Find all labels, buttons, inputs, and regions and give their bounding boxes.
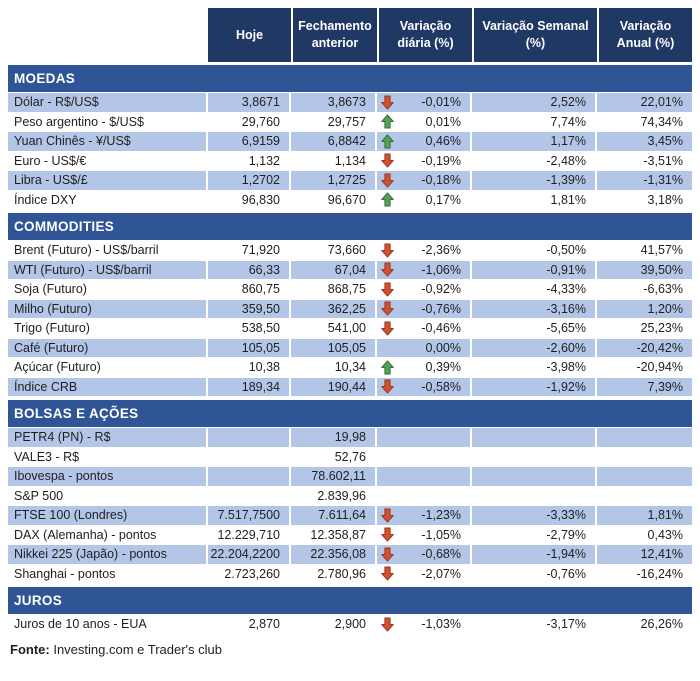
daily-change-value: -0,46% [421, 321, 461, 336]
red-down-arrow-icon [380, 546, 395, 562]
table-row [8, 467, 692, 487]
table-row [8, 565, 692, 585]
table-row [8, 339, 692, 359]
cell-variacao-semanal: -2,48% [472, 152, 597, 172]
cell-variacao-semanal: 2,52% [472, 93, 597, 113]
cell-hoje: 359,50 [208, 300, 291, 320]
cell-hoje [208, 448, 291, 468]
green-up-arrow-icon [380, 192, 395, 208]
table-row [8, 506, 692, 526]
red-down-arrow-icon [380, 172, 395, 188]
daily-change-value: -0,76% [421, 301, 461, 316]
section-title: JUROS [14, 593, 63, 608]
cell-variacao-diaria [377, 526, 472, 546]
cell-variacao-anual: -1,31% [597, 171, 692, 191]
cell-variacao-anual: 12,41% [597, 545, 692, 565]
row-label: Índice CRB [8, 378, 208, 398]
row-label: Ibovespa - pontos [8, 467, 208, 487]
cell-variacao-semanal: -1,94% [472, 545, 597, 565]
table-row [8, 171, 692, 191]
daily-change-value: -0,58% [421, 379, 461, 394]
red-down-arrow-icon [380, 566, 395, 582]
cell-hoje: 71,920 [208, 241, 291, 261]
header-corner-cell [8, 8, 208, 62]
no-change-placeholder [380, 468, 395, 484]
cell-hoje: 22.204,2200 [208, 545, 291, 565]
daily-change-value: -1,05% [421, 527, 461, 542]
cell-fechamento-anterior: 12.358,87 [291, 526, 377, 546]
row-label: Dólar - R$/US$ [8, 93, 208, 113]
cell-fechamento-anterior: 1,2725 [291, 171, 377, 191]
cell-hoje: 96,830 [208, 191, 291, 211]
row-label: S&P 500 [8, 487, 208, 507]
cell-variacao-anual: 0,43% [597, 526, 692, 546]
cell-hoje [208, 487, 291, 507]
cell-variacao-semanal: -1,39% [472, 171, 597, 191]
cell-fechamento-anterior: 2.780,96 [291, 565, 377, 585]
cell-variacao-semanal: -3,17% [472, 615, 597, 635]
daily-change-value: -1,23% [421, 508, 461, 523]
cell-variacao-anual: 3,18% [597, 191, 692, 211]
cell-variacao-diaria [377, 545, 472, 565]
cell-variacao-diaria [377, 93, 472, 113]
red-down-arrow-icon [380, 616, 395, 632]
cell-hoje: 6,9159 [208, 132, 291, 152]
cell-fechamento-anterior: 541,00 [291, 319, 377, 339]
row-label: Brent (Futuro) - US$/barril [8, 241, 208, 261]
cell-hoje: 860,75 [208, 280, 291, 300]
red-down-arrow-icon [380, 320, 395, 336]
table-row [8, 615, 692, 635]
cell-fechamento-anterior: 10,34 [291, 358, 377, 378]
row-label: FTSE 100 (Londres) [8, 506, 208, 526]
cell-fechamento-anterior: 29,757 [291, 113, 377, 133]
cell-variacao-semanal: -4,33% [472, 280, 597, 300]
cell-variacao-semanal [472, 487, 597, 507]
row-label: Milho (Futuro) [8, 300, 208, 320]
cell-variacao-diaria [377, 506, 472, 526]
cell-variacao-anual [597, 428, 692, 448]
red-down-arrow-icon [380, 527, 395, 543]
cell-variacao-anual: -3,51% [597, 152, 692, 172]
cell-variacao-anual: 22,01% [597, 93, 692, 113]
cell-variacao-diaria [377, 378, 472, 398]
cell-variacao-semanal: -5,65% [472, 319, 597, 339]
red-down-arrow-icon [380, 242, 395, 258]
cell-variacao-anual [597, 467, 692, 487]
daily-change-value: 0,46% [425, 134, 461, 149]
row-label: Trigo (Futuro) [8, 319, 208, 339]
cell-variacao-semanal [472, 428, 597, 448]
cell-variacao-anual: 1,81% [597, 506, 692, 526]
cell-fechamento-anterior: 19,98 [291, 428, 377, 448]
cell-variacao-semanal: -1,92% [472, 378, 597, 398]
cell-hoje: 29,760 [208, 113, 291, 133]
column-header-variacao-semanal: Variação Semanal (%) [472, 8, 597, 62]
daily-change-value: 0,17% [425, 192, 461, 207]
table-row [8, 191, 692, 211]
column-header-fechamento: Fechamento anterior [291, 8, 377, 62]
daily-change-value: -0,68% [421, 547, 461, 562]
daily-change-value: -1,03% [421, 617, 461, 632]
table-row [8, 448, 692, 468]
cell-fechamento-anterior: 1,134 [291, 152, 377, 172]
cell-variacao-semanal: -0,76% [472, 565, 597, 585]
cell-hoje: 7.517,7500 [208, 506, 291, 526]
cell-variacao-semanal [472, 467, 597, 487]
source-note [8, 642, 692, 657]
cell-variacao-diaria [377, 487, 472, 507]
cell-hoje [208, 467, 291, 487]
cell-fechamento-anterior: 6,8842 [291, 132, 377, 152]
cell-variacao-anual: -20,94% [597, 358, 692, 378]
daily-change-value: 0,00% [425, 340, 461, 355]
cell-variacao-diaria [377, 358, 472, 378]
section-title: MOEDAS [14, 71, 76, 86]
section-title: COMMODITIES [14, 219, 115, 234]
daily-change-value: -1,06% [421, 262, 461, 277]
cell-fechamento-anterior: 67,04 [291, 261, 377, 281]
daily-change-value: 0,01% [425, 114, 461, 129]
table-row [8, 545, 692, 565]
section-header-bolsas-e-acoes [8, 400, 692, 427]
cell-variacao-diaria [377, 241, 472, 261]
cell-variacao-anual [597, 448, 692, 468]
cell-fechamento-anterior: 22.356,08 [291, 545, 377, 565]
cell-variacao-semanal: 1,17% [472, 132, 597, 152]
table-row [8, 378, 692, 398]
section-header-commodities [8, 213, 692, 240]
cell-hoje: 105,05 [208, 339, 291, 359]
cell-variacao-diaria [377, 152, 472, 172]
green-up-arrow-icon [380, 114, 395, 130]
cell-variacao-diaria [377, 113, 472, 133]
row-label: WTI (Futuro) - US$/barril [8, 261, 208, 281]
column-header-hoje: Hoje [208, 8, 291, 62]
cell-variacao-semanal: -3,16% [472, 300, 597, 320]
source-label: Fonte: [10, 641, 50, 657]
cell-hoje: 2,870 [208, 615, 291, 635]
cell-variacao-semanal: -0,91% [472, 261, 597, 281]
cell-fechamento-anterior: 105,05 [291, 339, 377, 359]
table-body [8, 65, 692, 635]
section-header-juros [8, 587, 692, 614]
row-label: PETR4 (PN) - R$ [8, 428, 208, 448]
cell-fechamento-anterior: 190,44 [291, 378, 377, 398]
daily-change-value: -0,19% [421, 153, 461, 168]
no-change-placeholder [380, 488, 395, 504]
row-label: Açúcar (Futuro) [8, 358, 208, 378]
column-header-variacao-anual: Variação Anual (%) [597, 8, 692, 62]
cell-hoje: 538,50 [208, 319, 291, 339]
cell-variacao-anual: 74,34% [597, 113, 692, 133]
row-label: Nikkei 225 (Japão) - pontos [8, 545, 208, 565]
row-label: Índice DXY [8, 191, 208, 211]
red-down-arrow-icon [380, 379, 395, 395]
cell-variacao-semanal: 7,74% [472, 113, 597, 133]
cell-variacao-anual: 25,23% [597, 319, 692, 339]
red-down-arrow-icon [380, 301, 395, 317]
cell-hoje: 1,132 [208, 152, 291, 172]
row-label: Café (Futuro) [8, 339, 208, 359]
cell-variacao-diaria [377, 615, 472, 635]
cell-variacao-anual: 26,26% [597, 615, 692, 635]
cell-variacao-diaria [377, 261, 472, 281]
cell-variacao-semanal: -2,79% [472, 526, 597, 546]
cell-variacao-anual: -6,63% [597, 280, 692, 300]
row-label: Euro - US$/€ [8, 152, 208, 172]
table-row [8, 152, 692, 172]
cell-variacao-semanal: -3,33% [472, 506, 597, 526]
cell-fechamento-anterior: 52,76 [291, 448, 377, 468]
cell-hoje: 2.723,260 [208, 565, 291, 585]
table-row [8, 241, 692, 261]
red-down-arrow-icon [380, 262, 395, 278]
cell-variacao-diaria [377, 191, 472, 211]
cell-hoje: 1,2702 [208, 171, 291, 191]
cell-variacao-anual: 41,57% [597, 241, 692, 261]
green-up-arrow-icon [380, 359, 395, 375]
table-row [8, 300, 692, 320]
table-header-row [8, 8, 692, 62]
cell-variacao-diaria [377, 448, 472, 468]
cell-variacao-semanal: 1,81% [472, 191, 597, 211]
daily-change-value: -0,92% [421, 282, 461, 297]
cell-fechamento-anterior: 2,900 [291, 615, 377, 635]
cell-fechamento-anterior: 73,660 [291, 241, 377, 261]
cell-hoje [208, 428, 291, 448]
table-row [8, 358, 692, 378]
cell-hoje: 66,33 [208, 261, 291, 281]
cell-variacao-anual: 1,20% [597, 300, 692, 320]
market-summary-table [8, 8, 692, 657]
cell-variacao-diaria [377, 171, 472, 191]
cell-fechamento-anterior: 78.602,11 [291, 467, 377, 487]
daily-change-value: -0,18% [421, 173, 461, 188]
row-label: Yuan Chinês - ¥/US$ [8, 132, 208, 152]
no-change-placeholder [380, 449, 395, 465]
cell-variacao-diaria [377, 319, 472, 339]
no-change-placeholder [380, 429, 395, 445]
section-header-moedas [8, 65, 692, 92]
row-label: Libra - US$/£ [8, 171, 208, 191]
cell-fechamento-anterior: 2.839,96 [291, 487, 377, 507]
red-down-arrow-icon [380, 281, 395, 297]
cell-fechamento-anterior: 96,670 [291, 191, 377, 211]
cell-variacao-diaria [377, 300, 472, 320]
cell-variacao-anual: 7,39% [597, 378, 692, 398]
cell-variacao-diaria [377, 428, 472, 448]
cell-hoje: 189,34 [208, 378, 291, 398]
column-header-variacao-diaria: Variação diária (%) [377, 8, 472, 62]
cell-fechamento-anterior: 3,8673 [291, 93, 377, 113]
cell-variacao-diaria [377, 565, 472, 585]
cell-hoje: 10,38 [208, 358, 291, 378]
row-label: Shanghai - pontos [8, 565, 208, 585]
cell-variacao-semanal: -3,98% [472, 358, 597, 378]
cell-variacao-anual: -16,24% [597, 565, 692, 585]
table-row [8, 319, 692, 339]
red-down-arrow-icon [380, 507, 395, 523]
no-change-placeholder [380, 340, 395, 356]
row-label: Soja (Futuro) [8, 280, 208, 300]
cell-hoje: 3,8671 [208, 93, 291, 113]
cell-variacao-semanal [472, 448, 597, 468]
section-title: BOLSAS E AÇÕES [14, 406, 139, 421]
red-down-arrow-icon [380, 153, 395, 169]
cell-variacao-diaria [377, 339, 472, 359]
cell-variacao-semanal: -0,50% [472, 241, 597, 261]
cell-hoje: 12.229,710 [208, 526, 291, 546]
table-row [8, 526, 692, 546]
cell-variacao-anual: 39,50% [597, 261, 692, 281]
row-label: Peso argentino - $/US$ [8, 113, 208, 133]
row-label: VALE3 - R$ [8, 448, 208, 468]
cell-variacao-diaria [377, 132, 472, 152]
cell-fechamento-anterior: 868,75 [291, 280, 377, 300]
row-label: Juros de 10 anos - EUA [8, 615, 208, 635]
daily-change-value: 0,39% [425, 360, 461, 375]
cell-variacao-semanal: -2,60% [472, 339, 597, 359]
cell-fechamento-anterior: 7.611,64 [291, 506, 377, 526]
cell-variacao-diaria [377, 467, 472, 487]
cell-variacao-anual [597, 487, 692, 507]
cell-variacao-anual: -20,42% [597, 339, 692, 359]
red-down-arrow-icon [380, 94, 395, 110]
cell-variacao-diaria [377, 280, 472, 300]
table-row [8, 428, 692, 448]
daily-change-value: -0,01% [421, 95, 461, 110]
daily-change-value: -2,36% [421, 243, 461, 258]
table-row [8, 132, 692, 152]
table-row [8, 93, 692, 113]
table-row [8, 487, 692, 507]
table-row [8, 280, 692, 300]
cell-variacao-anual: 3,45% [597, 132, 692, 152]
table-row [8, 261, 692, 281]
cell-fechamento-anterior: 362,25 [291, 300, 377, 320]
green-up-arrow-icon [380, 133, 395, 149]
daily-change-value: -2,07% [421, 566, 461, 581]
source-text: Investing.com e Trader's club [49, 641, 223, 657]
row-label: DAX (Alemanha) - pontos [8, 526, 208, 546]
table-row [8, 113, 692, 133]
